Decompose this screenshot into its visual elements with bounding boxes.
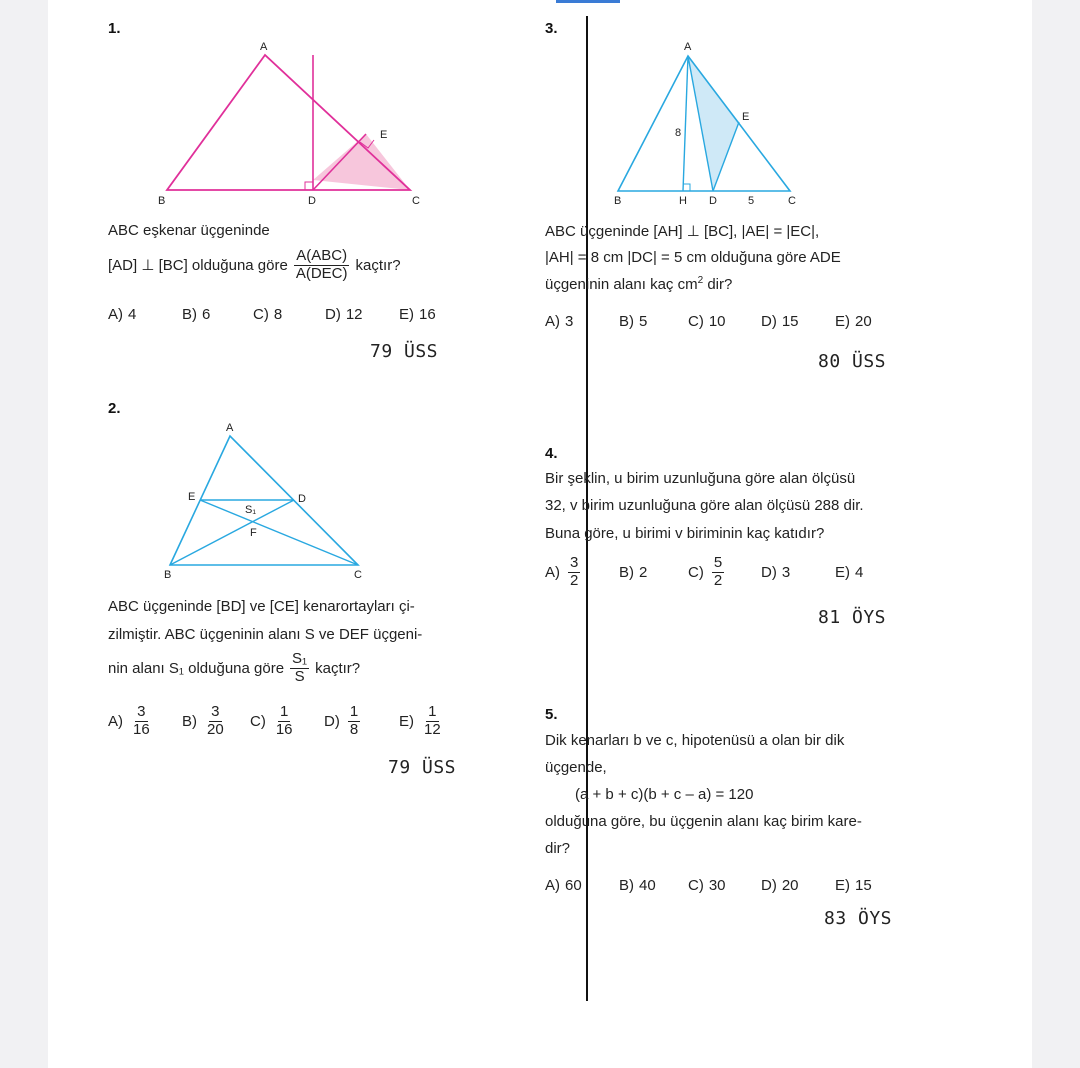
- q3-option-a-label: A): [545, 313, 560, 330]
- q3-label-h: H: [679, 195, 687, 207]
- q2-frac-num: S₁: [292, 650, 308, 667]
- q5-line1: Dik kenarları b ve c, hipotenüsü a olan bir dik: [545, 732, 845, 749]
- q2-option-b-den: 20: [207, 720, 224, 738]
- q1-option-e[interactable]: [399, 306, 436, 323]
- q2-option-c-den: 16: [275, 720, 293, 738]
- q4-number: 4.: [545, 445, 558, 462]
- q3-option-b[interactable]: [619, 313, 647, 330]
- q4-option-e-value: 4: [855, 564, 864, 581]
- q4-line3: Buna göre, u birimi v biriminin kaç katıdır?: [545, 525, 825, 542]
- q4-option-e[interactable]: [835, 564, 863, 581]
- q1-figure: [148, 36, 428, 208]
- q5-option-b-label: B): [619, 877, 634, 894]
- q1-number: 1.: [108, 20, 121, 37]
- q2-option-d-label: D): [324, 712, 340, 730]
- q2-option-a-frac: [131, 704, 152, 738]
- q2-line3-pre: nin alanı S₁ olduğuna göre: [108, 659, 285, 677]
- q5-option-e[interactable]: [835, 877, 872, 894]
- q4-option-c-num: 5: [713, 554, 723, 571]
- q5-option-d-value: 20: [781, 877, 799, 894]
- q1-right-angle-d: [305, 182, 313, 190]
- q3-shaded-triangle-ade: [688, 56, 739, 191]
- q2-label-e: E: [188, 491, 196, 503]
- q2-frac-den: S: [294, 667, 305, 685]
- q3-line3-sup: 2: [697, 275, 704, 286]
- q2-line3-post: kaçtır?: [315, 659, 361, 677]
- q5-option-d-label: D): [761, 877, 777, 894]
- q3-option-e-value: 20: [855, 313, 872, 330]
- q3-right-angle-h: [683, 184, 690, 191]
- q4-line1: Bir şeklin, u birim uzunluğuna göre alan ölçüsü: [545, 470, 856, 487]
- q4-option-e-label: E): [835, 564, 850, 581]
- q3-option-b-label: B): [619, 313, 634, 330]
- q2-number: 2.: [108, 400, 121, 417]
- q1-shaded-triangle: [313, 134, 410, 190]
- q2-option-d-num: 1: [349, 703, 359, 720]
- q5-option-e-value: 15: [855, 877, 872, 894]
- q2-option-d-den: 8: [349, 720, 359, 738]
- q2-option-a-den: 16: [133, 720, 150, 738]
- q2-label-d: D: [298, 493, 306, 505]
- q2-option-e[interactable]: [399, 704, 446, 738]
- worksheet-page: [48, 0, 1032, 1068]
- q2-option-a-num: 3: [137, 703, 146, 720]
- q3-option-d-value: 15: [781, 313, 799, 330]
- q1-label-a: A: [260, 41, 268, 53]
- q4-option-a-den: 2: [570, 571, 579, 589]
- q1-source: 79 ÜSS: [370, 341, 439, 362]
- q4-option-c-frac: [712, 555, 724, 589]
- q1-fraction: [294, 248, 350, 282]
- q5-option-d[interactable]: [761, 877, 799, 894]
- q2-figure: [160, 418, 382, 584]
- q2-option-a-label: A): [108, 712, 123, 730]
- q2-option-d-frac: [348, 704, 360, 738]
- q3-option-a[interactable]: [545, 313, 573, 330]
- q5-option-e-label: E): [835, 877, 850, 894]
- q1-frac-den: A(DEC): [295, 264, 348, 282]
- q4-option-b-value: 2: [639, 564, 648, 581]
- q1-option-b-value: 6: [202, 306, 211, 323]
- q2-source: 79 ÜSS: [388, 757, 457, 778]
- q2-label-a: A: [226, 422, 234, 434]
- q4-option-d[interactable]: [761, 564, 790, 581]
- q1-option-e-label: E): [399, 306, 414, 323]
- q2-line1: ABC üçgeninde [BD] ve [CE] kenarortayları çi-: [108, 598, 415, 615]
- q3-line2: |AH| = 8 cm |DC| = 5 cm olduğuna göre ADE: [545, 249, 841, 266]
- q3-option-d[interactable]: [761, 313, 799, 330]
- q5-line4: dir?: [545, 840, 571, 857]
- q2-option-c[interactable]: [250, 704, 298, 738]
- q1-option-a[interactable]: [108, 306, 136, 323]
- q3-option-e-label: E): [835, 313, 850, 330]
- q2-option-b[interactable]: [182, 704, 229, 738]
- top-accent-bar: [556, 0, 620, 3]
- q3-option-c-label: C): [688, 313, 704, 330]
- q5-option-a-label: A): [545, 877, 560, 894]
- q4-option-b[interactable]: [619, 564, 647, 581]
- q1-option-b[interactable]: [182, 306, 210, 323]
- q2-label-s1: S₁: [245, 504, 257, 516]
- q3-option-c[interactable]: [688, 313, 726, 330]
- q4-option-a-frac: [568, 555, 580, 589]
- q4-option-a[interactable]: [545, 555, 583, 589]
- q2-line3: [108, 651, 360, 685]
- q1-option-d-value: 12: [345, 306, 363, 323]
- q4-source: 81 ÖYS: [818, 607, 887, 628]
- q1-option-d[interactable]: [325, 306, 363, 323]
- q1-option-b-label: B): [182, 306, 197, 323]
- q2-option-a[interactable]: [108, 704, 155, 738]
- q3-line3: [545, 275, 732, 293]
- q2-label-c: C: [354, 569, 362, 581]
- q2-median-bd: [170, 500, 294, 565]
- q5-source: 83 ÖYS: [824, 908, 893, 929]
- q3-label-b: B: [614, 195, 622, 207]
- q2-option-d[interactable]: [324, 704, 363, 738]
- q1-line2-pre: [AD] ⊥ [BC] olduğuna göre: [108, 257, 288, 274]
- q3-label-dc-length: 5: [748, 195, 755, 207]
- q3-option-c-value: 10: [708, 313, 726, 330]
- q2-fraction: [290, 651, 309, 685]
- q4-option-c[interactable]: [688, 555, 727, 589]
- q4-option-a-num: 3: [570, 554, 579, 571]
- q2-option-e-frac: [422, 704, 443, 738]
- q1-frac-num: A(ABC): [296, 247, 348, 264]
- q3-option-a-value: 3: [565, 313, 574, 330]
- q1-label-b: B: [158, 195, 166, 207]
- q4-option-b-label: B): [619, 564, 634, 581]
- q3-option-d-label: D): [761, 313, 777, 330]
- q1-label-d: D: [308, 195, 316, 207]
- q3-option-e[interactable]: [835, 313, 872, 330]
- q5-option-b-value: 40: [639, 877, 656, 894]
- q2-median-ce: [200, 500, 358, 565]
- q2-option-c-frac: [274, 704, 295, 738]
- q3-number: 3.: [545, 20, 558, 37]
- q5-option-a[interactable]: [545, 877, 582, 894]
- q4-line2: 32, v birim uzunluğuna göre alan ölçüsü 288 dir.: [545, 497, 864, 514]
- q3-line3-pre: üçgeninin alanı kaç cm: [545, 276, 698, 293]
- q5-equation: (a + b + c)(b + c – a) = 120: [575, 786, 754, 803]
- q3-figure: [608, 36, 808, 208]
- q1-option-a-value: 4: [128, 306, 137, 323]
- q1-option-d-label: D): [325, 306, 341, 323]
- q3-label-a: A: [684, 41, 692, 53]
- q1-line2: [108, 248, 401, 282]
- q4-option-d-value: 3: [781, 564, 791, 581]
- q5-line2: üçgende,: [545, 759, 607, 776]
- q3-label-e: E: [742, 111, 750, 123]
- q4-option-d-label: D): [761, 564, 777, 581]
- q2-option-b-label: B): [182, 712, 197, 730]
- q2-option-e-den: 12: [424, 720, 441, 738]
- q1-option-a-label: A): [108, 306, 123, 323]
- q3-label-d: D: [709, 195, 717, 207]
- q3-label-c: C: [788, 195, 796, 207]
- q2-label-f: F: [250, 527, 257, 539]
- q3-option-b-value: 5: [639, 313, 648, 330]
- q3-label-ah-length: 8: [675, 127, 682, 139]
- q5-line3: olduğuna göre, bu üçgenin alanı kaç birim kare-: [545, 813, 862, 830]
- q5-option-b[interactable]: [619, 877, 656, 894]
- q2-option-e-num: 1: [428, 703, 437, 720]
- q1-option-c-label: C): [253, 306, 269, 323]
- q1-option-c-value: 8: [273, 306, 283, 323]
- q2-option-b-frac: [205, 704, 226, 738]
- q3-line3-post: dir?: [703, 276, 733, 293]
- q3-source: 80 ÜSS: [818, 351, 887, 372]
- q1-option-c[interactable]: [253, 306, 282, 323]
- q5-option-a-value: 60: [565, 877, 582, 894]
- q1-label-c: C: [412, 195, 420, 207]
- q2-label-b: B: [164, 569, 172, 581]
- q4-option-c-label: C): [688, 563, 704, 581]
- q5-option-c-label: C): [688, 877, 704, 894]
- q2-option-c-num: 1: [280, 703, 289, 720]
- q4-option-a-label: A): [545, 563, 560, 581]
- q2-option-b-num: 3: [211, 703, 220, 720]
- q1-line2-post: kaçtır?: [355, 256, 401, 274]
- q1-option-e-value: 16: [419, 306, 436, 323]
- q1-line1: ABC eşkenar üçgeninde: [108, 222, 270, 239]
- q1-label-e: E: [380, 129, 388, 141]
- q2-option-c-label: C): [250, 712, 266, 730]
- q3-line-ah: [683, 56, 688, 191]
- q2-option-e-label: E): [399, 712, 414, 730]
- q5-option-c[interactable]: [688, 877, 726, 894]
- q3-line1: ABC üçgeninde [AH] ⊥ [BC], |AE| = |EC|,: [545, 223, 820, 240]
- q5-number: 5.: [545, 706, 558, 723]
- q5-option-c-value: 30: [708, 877, 726, 894]
- q4-option-c-den: 2: [713, 571, 723, 589]
- q2-line2: zilmiştir. ABC üçgeninin alanı S ve DEF üçgeni-: [108, 626, 423, 643]
